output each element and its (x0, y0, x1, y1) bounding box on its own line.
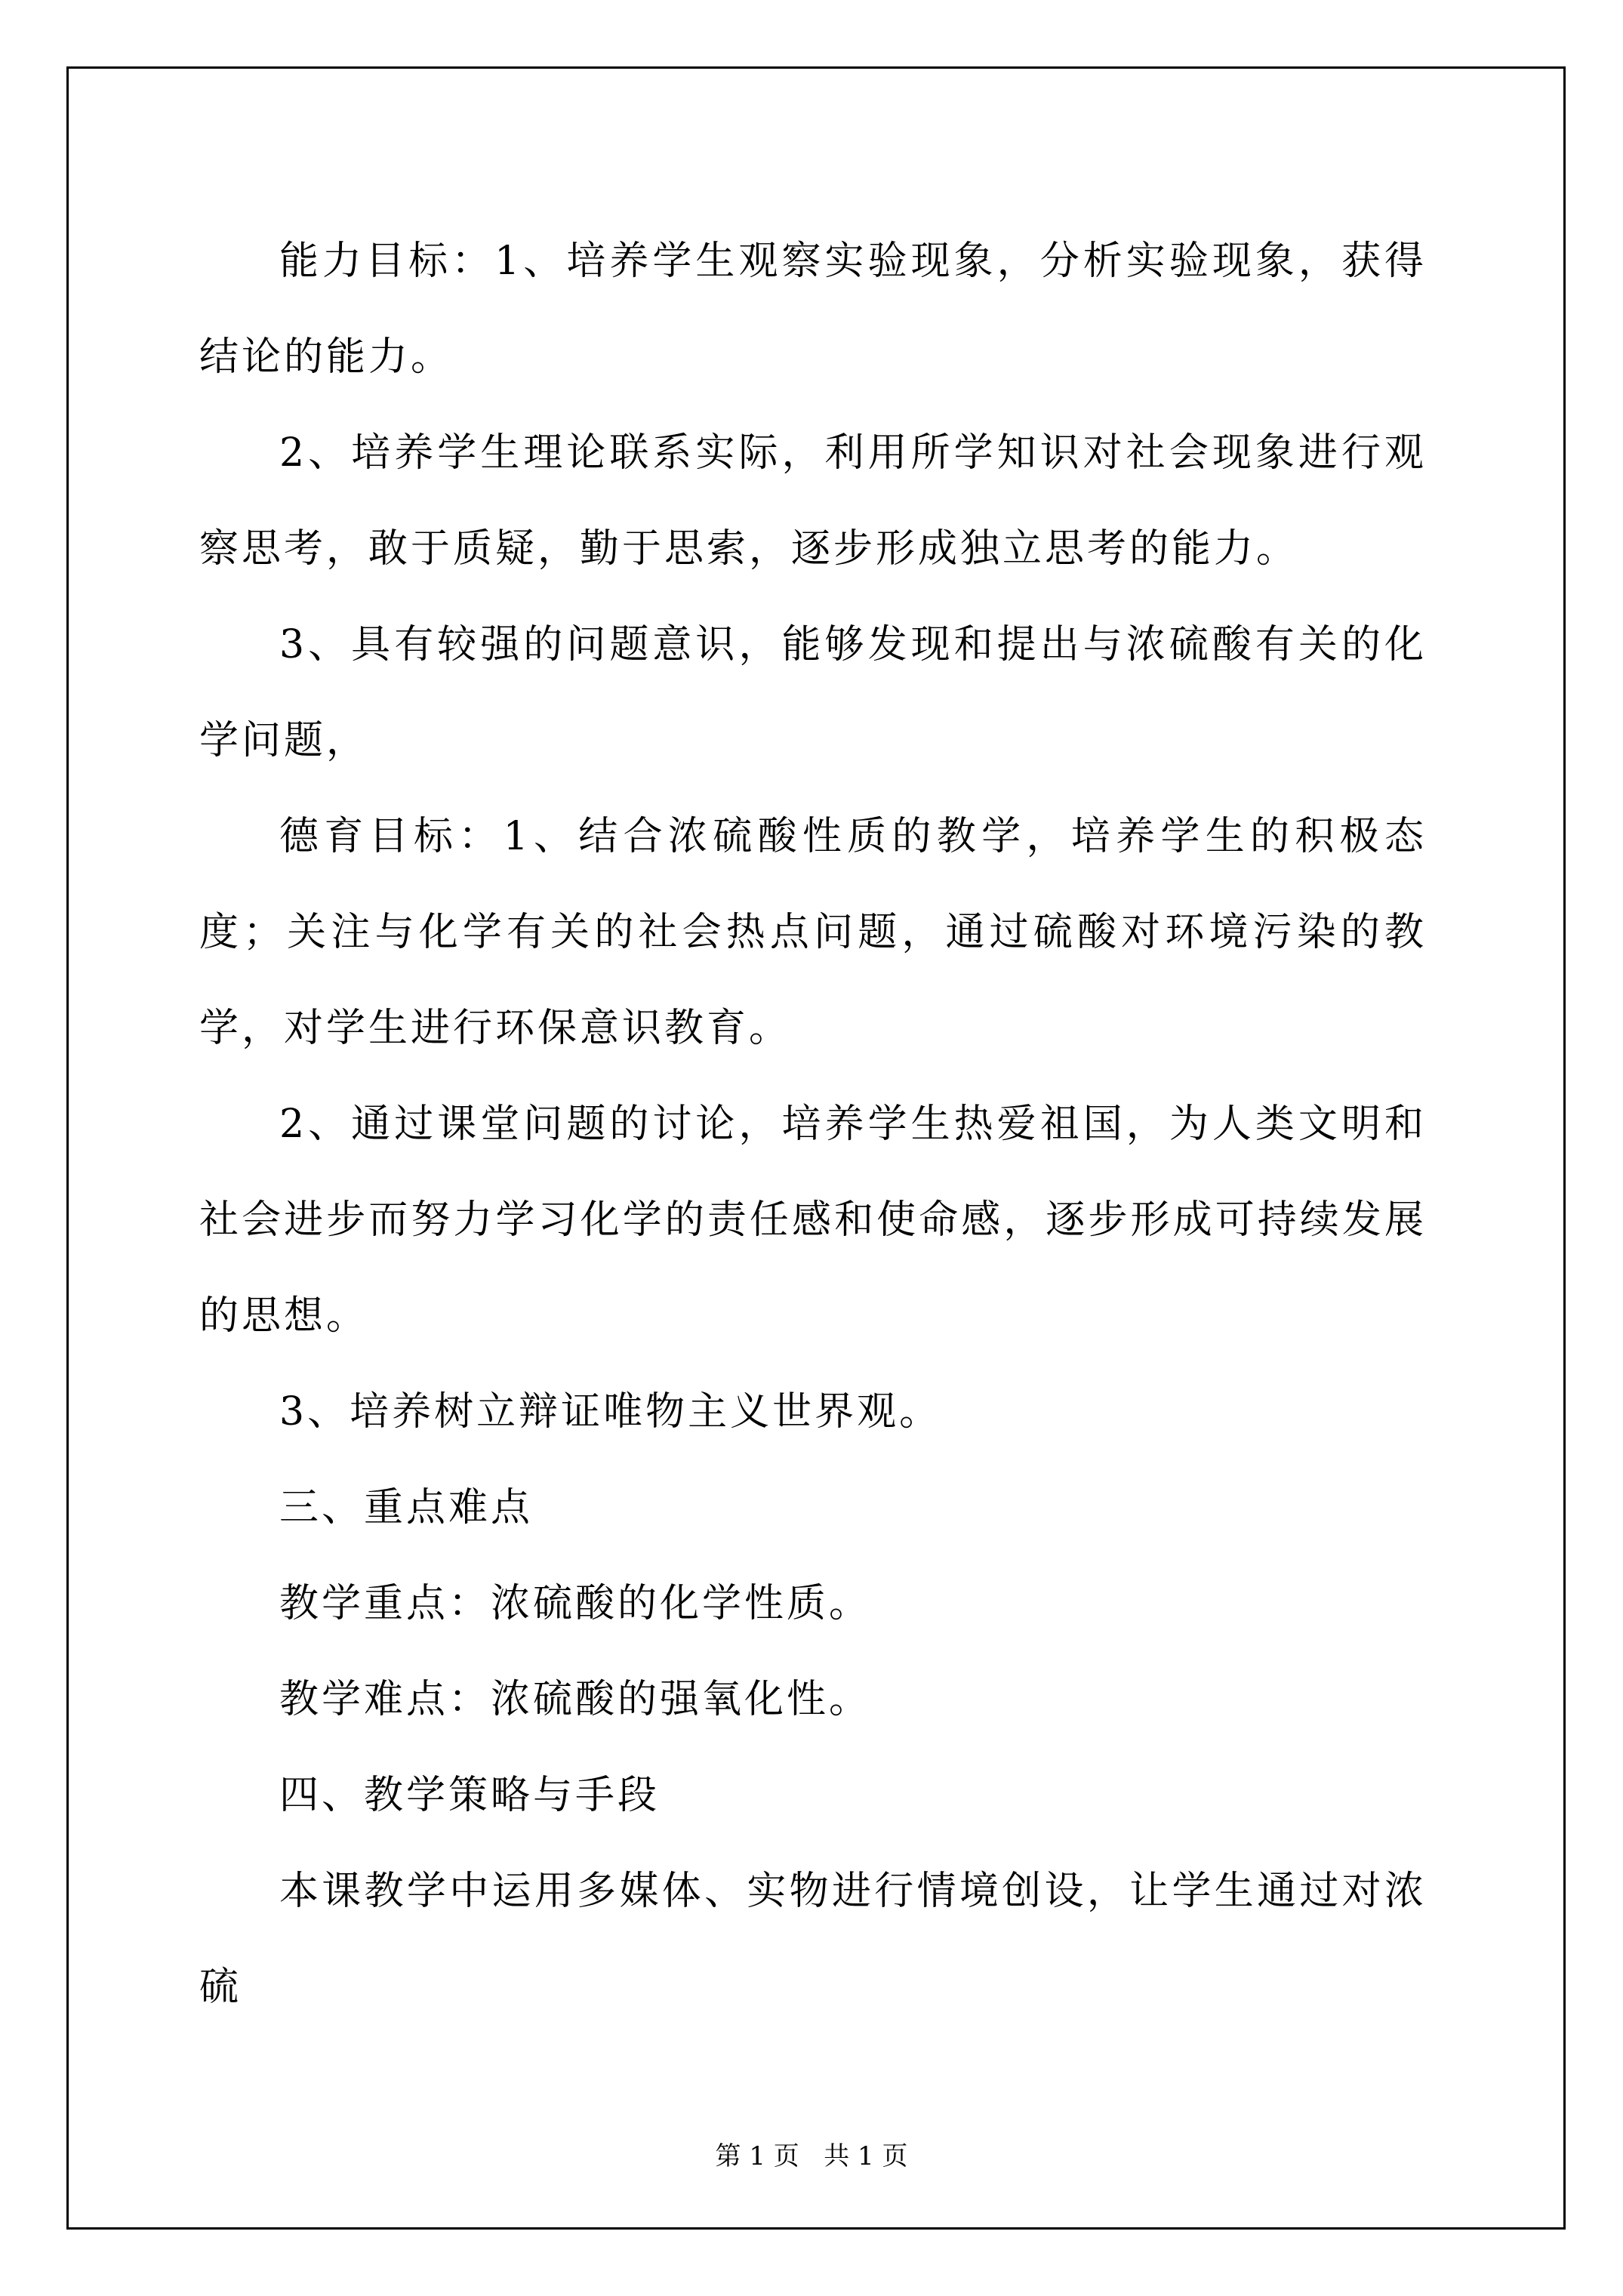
paragraph-moral-goal-2: 2、通过课堂问题的讨论，培养学生热爱祖国，为人类文明和社会进步而努力学习化学的责任感和使命感，逐步形成可持续发展的思想。 (199, 1102, 1427, 1339)
paragraph-ability-goal-3: 3、具有较强的问题意识，能够发现和提出与浓硫酸有关的化学问题， (199, 622, 1427, 763)
paragraph-teaching-focus: 教学重点：浓硫酸的化学性质。 (279, 1581, 872, 1626)
paragraph-strategy: 本课教学中运用多媒体、实物进行情境创设，让学生通过对浓硫 (199, 1869, 1427, 2010)
paragraph-ability-goal-2: 2、培养学生理论联系实际，利用所学知识对社会现象进行观察思考，敢于质疑，勤于思索，逐步形成独立思考的能力。 (199, 430, 1427, 572)
paragraph-moral-goal-3: 3、培养树立辩证唯物主义世界观。 (279, 1389, 942, 1435)
section-heading-strategy: 四、教学策略与手段 (279, 1773, 661, 1818)
paragraph-teaching-difficulty: 教学难点：浓硫酸的强氧化性。 (279, 1677, 872, 1722)
paragraph-ability-goal-1: 能力目标：1、培养学生观察实验现象，分析实验现象，获得结论的能力。 (199, 239, 1427, 380)
document-body (199, 214, 1427, 2036)
paragraph-moral-goal-1: 德育目标：1、结合浓硫酸性质的教学，培养学生的积极态度；关注与化学有关的社会热点问题，通过硫酸对环境污染的教学，对学生进行环保意识教育。 (199, 814, 1427, 1051)
section-heading-key-points: 三、重点难点 (279, 1485, 534, 1530)
page-footer: 第 1 页 共 1 页 (715, 2141, 908, 2171)
